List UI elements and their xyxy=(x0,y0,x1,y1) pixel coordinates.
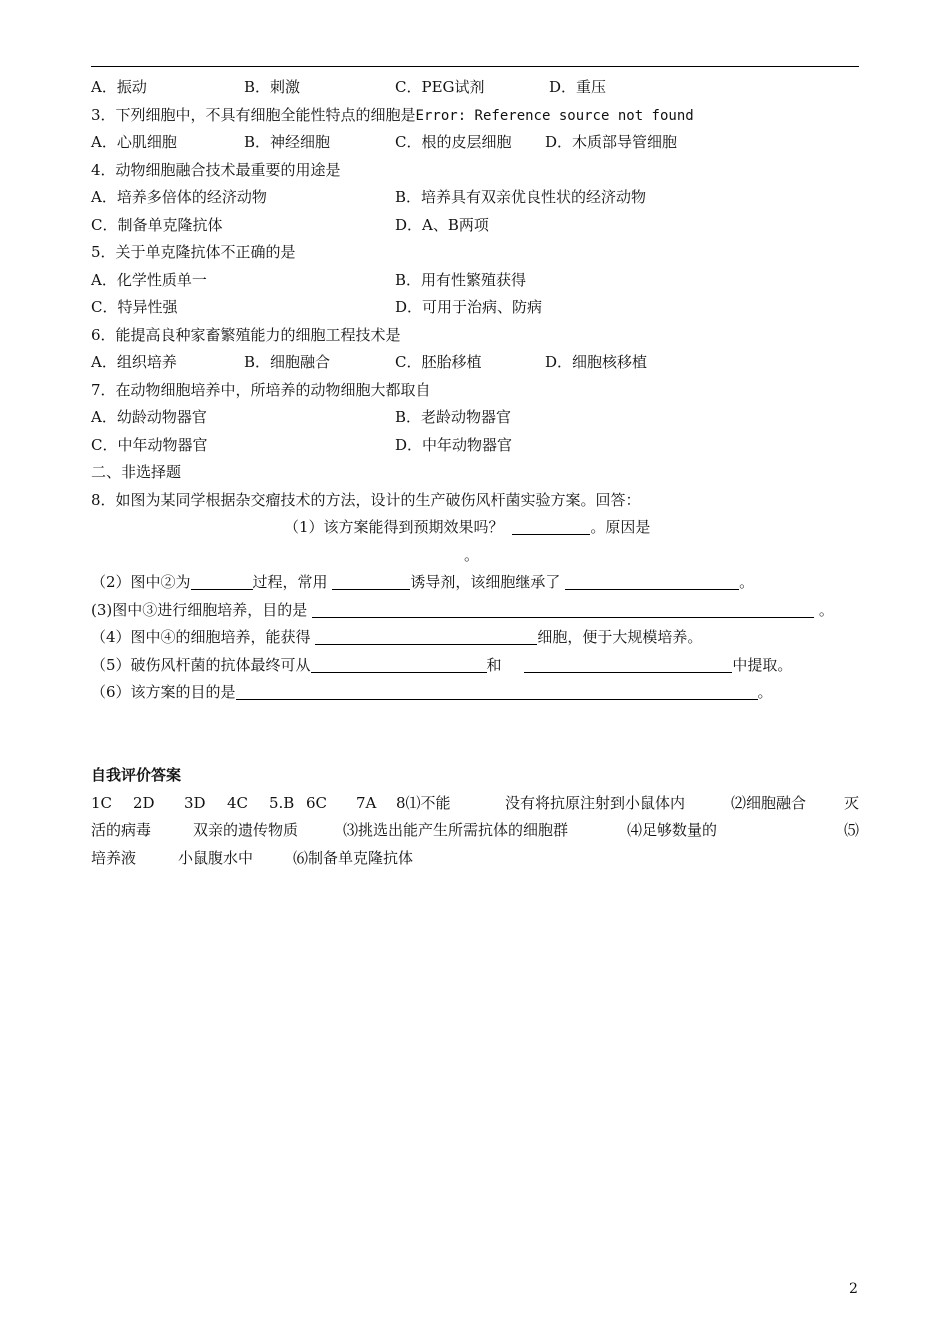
q6-option-b: B．细胞融合 xyxy=(244,353,331,371)
q8-part5-text: （5）破伤风杆菌的抗体最终可从 xyxy=(91,656,311,674)
q4-option-a: A．培养多倍体的经济动物 xyxy=(91,188,267,206)
answer-item: 活的病毒 xyxy=(91,821,152,839)
q8-part1-reason-label: 。原因是 xyxy=(590,518,651,536)
q8-part2-text: （2）图中②为 xyxy=(91,573,191,591)
q3-option-d: D．木质部导管细胞 xyxy=(545,133,678,151)
answer-blank[interactable] xyxy=(565,572,739,590)
section-heading: 二、非选择题 xyxy=(91,463,182,481)
q8-part3-end: 。 xyxy=(818,601,834,619)
q7-option-d: D．中年动物器官 xyxy=(395,436,513,454)
answer-blank[interactable] xyxy=(312,600,814,618)
answer-item: 1C xyxy=(91,794,113,812)
q8-part6-end: 。 xyxy=(757,683,773,701)
q6-option-d: D．细胞核移植 xyxy=(545,353,648,371)
q5-stem: 5．关于单克隆抗体不正确的是 xyxy=(91,243,296,261)
q7-option-a: A．幼龄动物器官 xyxy=(91,408,207,426)
answer-item: 6C xyxy=(306,794,328,812)
q8-part5-text-b: 和 xyxy=(486,656,502,674)
answer-item: 7A xyxy=(356,794,377,812)
q6-option-a: A．组织培养 xyxy=(91,353,177,371)
answer-blank[interactable] xyxy=(191,572,253,590)
q3-stem xyxy=(91,102,694,128)
answer-item: 5.B xyxy=(269,794,295,812)
answer-item: 双亲的遗传物质 xyxy=(193,821,299,839)
q7-stem: 7．在动物细胞培养中，所培养的动物细胞大都取自 xyxy=(91,381,431,399)
q8-part2-end: 。 xyxy=(739,573,755,591)
q4-option-b: B．培养具有双亲优良性状的经济动物 xyxy=(395,188,647,206)
answer-item: 小鼠腹水中 xyxy=(178,849,254,867)
q8-part3-text: (3)图中③进行细胞培养，目的是 xyxy=(91,601,308,619)
q8-part1-end: 。 xyxy=(464,546,480,564)
q8-part3 xyxy=(91,597,834,623)
q8-stem: 8．如图为某同学根据杂交瘤技术的方法，设计的生产破伤风杆菌实验方案。回答： xyxy=(91,491,641,509)
reference-error-text: Error: Reference source not found xyxy=(415,108,694,124)
page-number: 2 xyxy=(849,1281,858,1297)
q8-part4-text-b: 细胞，便于大规模培养。 xyxy=(537,628,703,646)
q2-option-a: A．振动 xyxy=(91,78,147,96)
answer-blank[interactable] xyxy=(236,682,758,700)
q4-option-c: C．制备单克隆抗体 xyxy=(91,216,223,234)
q8-part6-text: （6）该方案的目的是 xyxy=(91,683,236,701)
q8-part2-text-c: 诱导剂，该细胞继承了 xyxy=(410,573,561,591)
answer-item: 2D xyxy=(133,794,155,812)
q8-part1-text: （1）该方案能得到预期效果吗？ xyxy=(284,518,504,536)
answer-item: ⑹制备单克隆抗体 xyxy=(293,849,414,867)
q5-option-a: A．化学性质单一 xyxy=(91,271,207,289)
header-rule xyxy=(91,66,859,67)
q7-option-b: B．老龄动物器官 xyxy=(395,408,512,426)
q8-part6 xyxy=(91,679,773,705)
answer-blank[interactable] xyxy=(315,627,537,645)
q5-option-c: C．特异性强 xyxy=(91,298,178,316)
q3-option-c: C．根的皮层细胞 xyxy=(395,133,512,151)
q8-part2-text-b: 过程，常用 xyxy=(252,573,328,591)
q7-option-c: C．中年动物器官 xyxy=(91,436,208,454)
answer-blank[interactable] xyxy=(332,572,410,590)
q5-option-b: B．用有性繁殖获得 xyxy=(395,271,527,289)
answer-blank[interactable] xyxy=(524,655,732,673)
q8-part5 xyxy=(91,652,792,678)
q8-part2 xyxy=(91,569,754,595)
answers-heading: 自我评价答案 xyxy=(91,766,182,784)
answer-item: 3D xyxy=(184,794,206,812)
q4-stem: 4．动物细胞融合技术最重要的用途是 xyxy=(91,161,341,179)
q6-option-c: C．胚胎移植 xyxy=(395,353,482,371)
answer-item: 没有将抗原注射到小鼠体内 xyxy=(505,794,686,812)
answer-item: 8⑴不能 xyxy=(396,794,451,812)
answer-item: 灭 xyxy=(844,794,860,812)
q8-part4-text: （4）图中④的细胞培养，能获得 xyxy=(91,628,311,646)
q8-part5-text-c: 中提取。 xyxy=(732,656,793,674)
q3-option-b: B．神经细胞 xyxy=(244,133,331,151)
q2-option-c: C．PEG试剂 xyxy=(395,78,485,96)
answer-item: ⑸ xyxy=(844,821,860,839)
q6-stem: 6．能提高良种家畜繁殖能力的细胞工程技术是 xyxy=(91,326,401,344)
answer-item: ⑷足够数量的 xyxy=(627,821,718,839)
answer-blank[interactable] xyxy=(311,655,487,673)
q4-option-d: D．A、B两项 xyxy=(395,216,489,234)
answer-blank[interactable] xyxy=(512,517,590,535)
q5-option-d: D．可用于治病、防病 xyxy=(395,298,543,316)
q8-part4 xyxy=(91,624,702,650)
q3-option-a: A．心肌细胞 xyxy=(91,133,177,151)
q8-part1 xyxy=(284,514,650,540)
q2-option-d: D．重压 xyxy=(549,78,607,96)
answer-item: 4C xyxy=(227,794,249,812)
answer-item: ⑵细胞融合 xyxy=(731,794,807,812)
q2-option-b: B．刺激 xyxy=(244,78,301,96)
q3-stem-text: 3．下列细胞中，不具有细胞全能性特点的细胞是 xyxy=(91,106,416,124)
answer-item: ⑶挑选出能产生所需抗体的细胞群 xyxy=(343,821,569,839)
answer-item: 培养液 xyxy=(91,849,137,867)
